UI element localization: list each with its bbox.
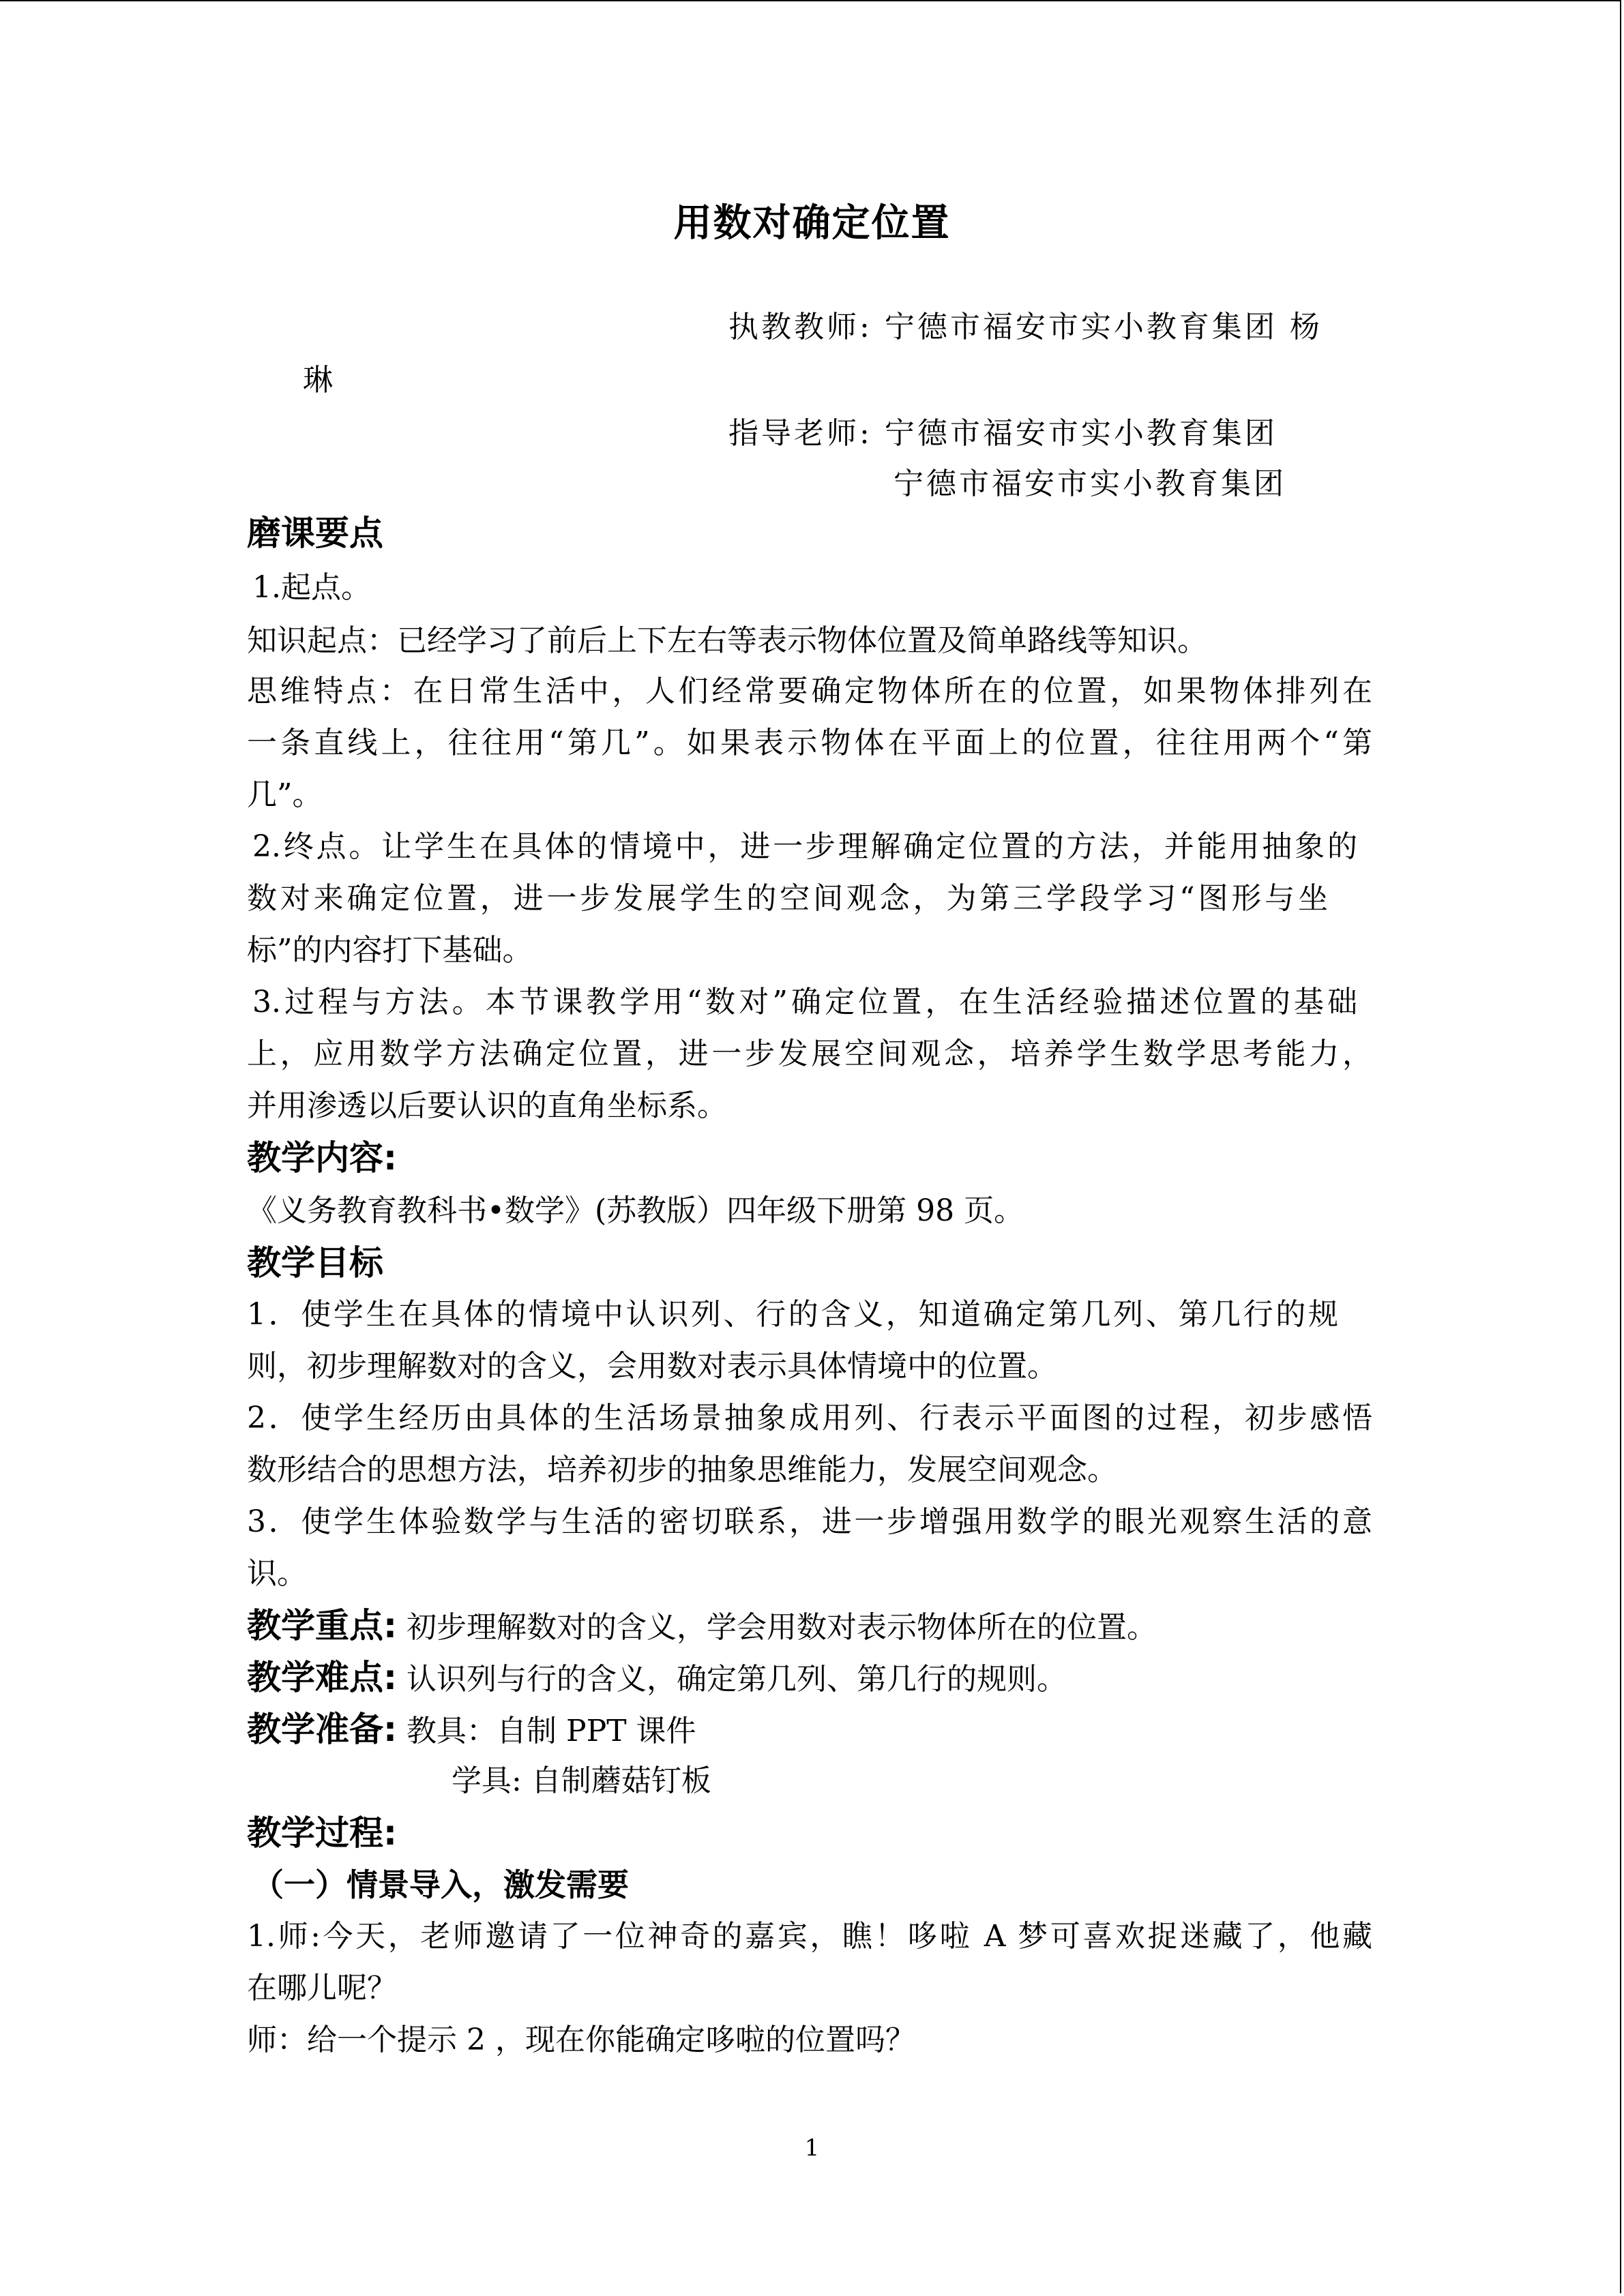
moke-item2-line3: 标”的内容打下基础。 bbox=[247, 933, 533, 968]
teacher-value: 宁德市福安市实小教育集团 杨 bbox=[884, 310, 1323, 344]
advisor-label: 指导老师: bbox=[728, 416, 872, 451]
teacher-line bbox=[728, 307, 1323, 348]
goal-3-line2: 识。 bbox=[247, 1556, 307, 1591]
process-heading: 教学过程: bbox=[247, 1813, 397, 1853]
key-point-label: 教学重点: bbox=[247, 1606, 397, 1645]
moke-knowledge: 知识起点：已经学习了前后上下左右等表示物体位置及简单路线等知识。 bbox=[247, 623, 1207, 658]
moke-item3-line3: 并用渗透以后要认识的直角坐标系。 bbox=[247, 1088, 727, 1123]
moke-thinking-line1: 思维特点：在日常生活中，人们经常要确定物体所在的位置，如果物体排列在 bbox=[247, 674, 1372, 709]
preparation-teacher-tool: 教具：自制 PPT 课件 bbox=[407, 1714, 696, 1748]
preparation-row bbox=[247, 1709, 696, 1752]
moke-item2-line2: 数对来确定位置，进一步发展学生的空间观念，为第三学段学习“图形与坐 bbox=[247, 881, 1328, 916]
moke-item2-line1: 2.终点。让学生在具体的情境中，进一步理解确定位置的方法，并能用抽象的 bbox=[252, 829, 1357, 864]
moke-item3-line1: 3.过程与方法。本节课教学用“数对”确定位置，在生活经验描述位置的基础 bbox=[252, 985, 1357, 1019]
teacher-label: 执教教师: bbox=[728, 310, 872, 344]
page-number: 1 bbox=[804, 2134, 820, 2162]
goal-1-line2: 则，初步理解数对的含义，会用数对表示具体情境中的位置。 bbox=[247, 1349, 1057, 1384]
moke-thinking-line2: 一条直线上，往往用“第几”。如果表示物体在平面上的位置，往往用两个“第 bbox=[247, 726, 1372, 760]
difficulty-label: 教学难点: bbox=[247, 1658, 397, 1697]
content-text: 《义务教育教科书•数学》(苏教版）四年级下册第 98 页。 bbox=[247, 1193, 1024, 1228]
goal-2-line1: 2．使学生经历由具体的生活场景抽象成用列、行表示平面图的过程，初步感悟 bbox=[247, 1401, 1372, 1435]
advisor-value-1: 宁德市福安市实小教育集团 bbox=[884, 416, 1278, 451]
advisor-line bbox=[728, 413, 1278, 454]
goal-2-line2: 数形结合的思想方法，培养初步的抽象思维能力，发展空间观念。 bbox=[247, 1452, 1117, 1487]
moke-thinking-line3: 几”。 bbox=[247, 777, 323, 812]
key-point-text: 初步理解数对的含义，学会用数对表示物体所在的位置。 bbox=[407, 1610, 1157, 1645]
goal-1-line1: 1．使学生在具体的情境中认识列、行的含义，知道确定第几列、第几行的规 bbox=[247, 1297, 1338, 1332]
process-p1-line2: 在哪儿呢？ bbox=[247, 1971, 397, 2006]
difficulty-text: 认识列与行的含义，确定第几列、第几行的规则。 bbox=[407, 1662, 1067, 1697]
goals-heading: 教学目标 bbox=[247, 1243, 383, 1283]
advisor-value-2: 宁德市福安市实小教育集团 bbox=[894, 466, 1286, 501]
process-section1-heading: （一）情景导入，激发需要 bbox=[252, 1866, 629, 1903]
key-point-row bbox=[247, 1605, 1157, 1648]
teacher-value-wrap: 琳 bbox=[303, 363, 333, 398]
goal-3-line1: 3．使学生体验数学与生活的密切联系，进一步增强用数学的眼光观察生活的意 bbox=[247, 1504, 1372, 1539]
difficulty-row bbox=[247, 1657, 1067, 1700]
process-p1-line1: 1.师:今天，老师邀请了一位神奇的嘉宾，瞧！哆啦 A 梦可喜欢捉迷藏了，他藏 bbox=[247, 1919, 1372, 1954]
process-p2: 师：给一个提示 2 ，现在你能确定哆啦的位置吗？ bbox=[247, 2023, 915, 2057]
preparation-student-tool: 学具: 自制蘑菇钉板 bbox=[452, 1763, 711, 1798]
preparation-label: 教学准备: bbox=[247, 1710, 397, 1749]
document-title: 用数对确定位置 bbox=[673, 201, 951, 245]
moke-item1-title: 1.起点。 bbox=[252, 570, 371, 605]
moke-heading: 磨课要点 bbox=[247, 513, 383, 553]
moke-item3-line2: 上，应用数学方法确定位置，进一步发展空间观念，培养学生数学思考能力， bbox=[247, 1037, 1372, 1071]
content-heading: 教学内容: bbox=[247, 1138, 397, 1178]
